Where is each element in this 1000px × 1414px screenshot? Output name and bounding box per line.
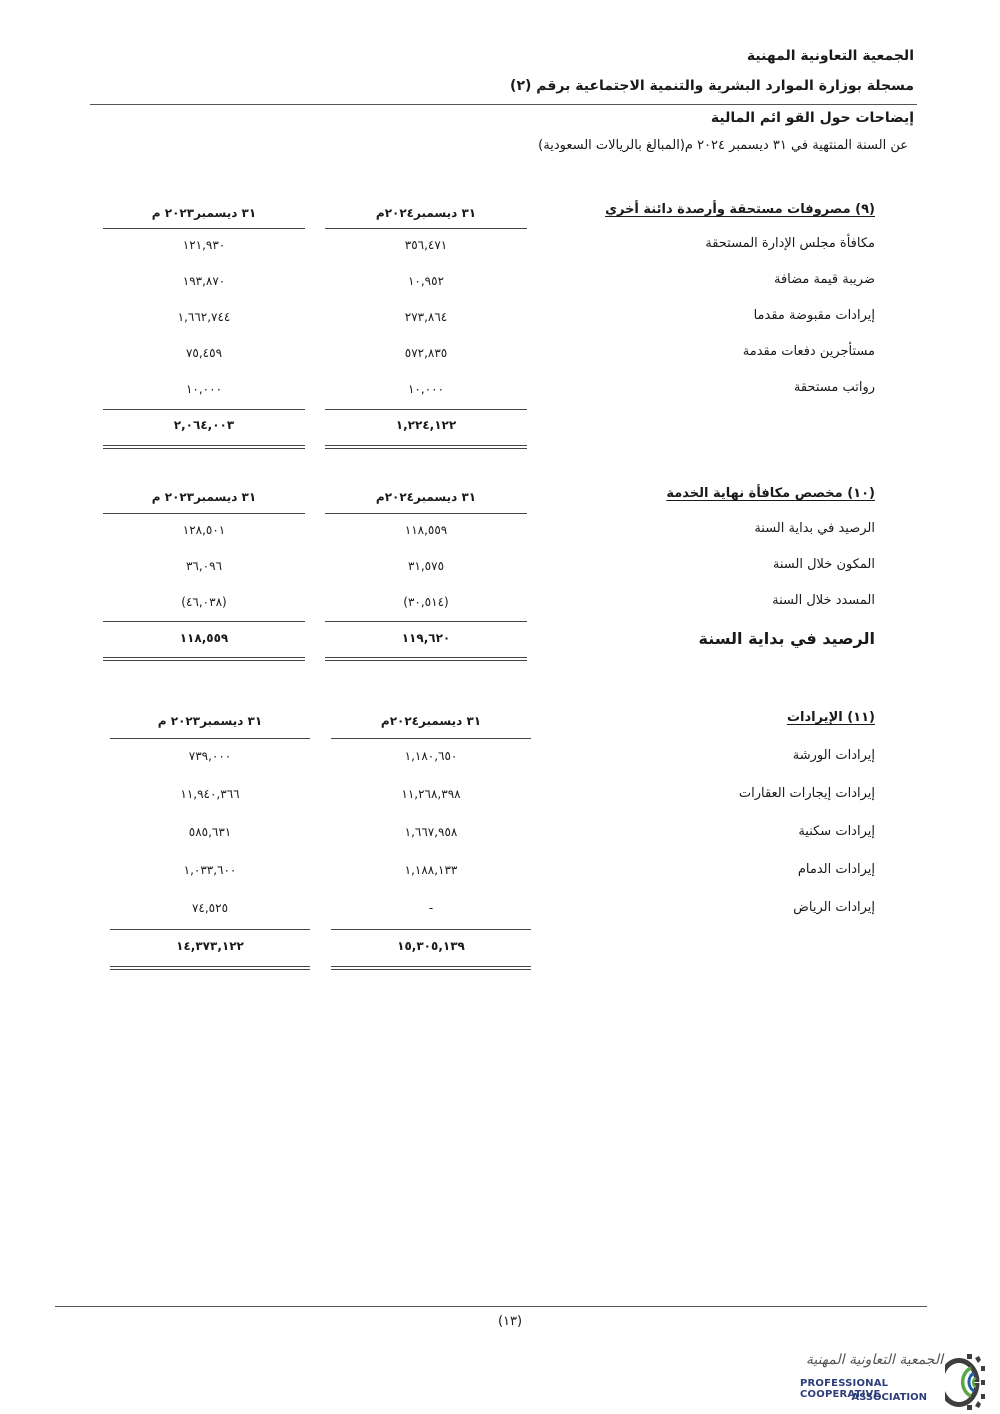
note11-row-value-2024: ١١,٢٦٨,٣٩٨ (401, 787, 461, 801)
note11-row-label: إيرادات إيجارات العقارات (738, 786, 875, 801)
note10-row-value-2024: ١١٨,٥٥٩ (404, 523, 448, 537)
note11-row-value-2024: ١,١٨٠,٦٥٠ (404, 749, 458, 763)
association-logo (800, 1352, 985, 1412)
note11-row-value-2023: ١١,٩٤٠,٣٦٦ (180, 787, 240, 801)
note11-col-2024: ٣١ ديسمبر٢٠٢٤م (380, 714, 482, 728)
note10-row-value-2024: ٣١,٥٧٥ (407, 559, 445, 573)
note10-col-2024-rule (325, 513, 527, 514)
note9-row-value-2024: ٣٥٦,٤٧١ (404, 238, 448, 252)
note10-col-2024: ٣١ ديسمبر٢٠٢٤م (375, 490, 477, 504)
note10-col-2023-rule (103, 513, 305, 514)
note10-col-2023: ٣١ ديسمبر٢٠٢٣ م (151, 490, 257, 504)
note9-col-2023-rule (103, 228, 305, 229)
note10-row-label: الرصيد في بداية السنة (754, 521, 875, 536)
note11-row-value-2023: ٥٨٥,٦٣١ (188, 825, 232, 839)
page-number: (١٣) (497, 1314, 523, 1329)
note9-subtotal-rule (103, 409, 305, 410)
note9-total-2024: ١,٢٢٤,١٢٢ (395, 418, 457, 432)
note11-row-label: إيرادات سكنية (798, 824, 875, 839)
note9-row-value-2024: ١٠,٠٠٠ (407, 382, 445, 396)
note11-title: (١١) الإيرادات (786, 710, 875, 725)
note10-row-value-2023: ٣٦,٠٩٦ (185, 559, 223, 573)
note11-col-2023: ٣١ ديسمبر٢٠٢٣ م (157, 714, 263, 728)
logo-arabic-text: الجمعية التعاونية المهنية (805, 1352, 943, 1368)
note10-row-label: المكون خلال السنة (772, 557, 875, 572)
note9-row-value-2023: ١٠,٠٠٠ (185, 382, 223, 396)
note10-row-value-2023: ١٢٨,٥٠١ (182, 523, 226, 537)
note11-total-double-rule (331, 966, 531, 970)
note11-total-double-rule (110, 966, 310, 970)
note11-col-2024-rule (331, 738, 531, 739)
note11-total-2023: ١٤,٣٧٣,١٢٢ (176, 939, 244, 953)
period-subtitle: عن السنة المنتهية في ٣١ ديسمبر ٢٠٢٤ م(المبالغ بالريالات السعودية) (538, 138, 908, 153)
note11-row-label: إيرادات الورشة (792, 748, 875, 763)
note11-row-value-2024: ١,٦٦٧,٩٥٨ (404, 825, 458, 839)
note11-col-2023-rule (110, 738, 310, 739)
note9-row-label: ضريبة قيمة مضافة (774, 272, 875, 287)
note9-row-label: إيرادات مقبوضة مقدما (753, 308, 875, 323)
note11-row-value-2024: - (428, 901, 434, 915)
note10-total-2024: ١١٩,٦٢٠ (401, 631, 451, 645)
note11-row-value-2023: ٧٤,٥٢٥ (191, 901, 229, 915)
note10-total-double-rule (103, 657, 305, 661)
note9-col-2024: ٣١ ديسمبر٢٠٢٤م (375, 206, 477, 220)
note9-total-double-rule (325, 445, 527, 449)
note9-row-value-2023: ١,٦٦٢,٧٤٤ (177, 310, 231, 324)
note10-total-label: الرصيد في بداية السنة (698, 629, 875, 648)
organization-name: الجمعية التعاونية المهنية (746, 48, 914, 64)
note9-row-label: مكافأة مجلس الإدارة المستحقة (705, 236, 875, 251)
note9-col-2024-rule (325, 228, 527, 229)
note9-total-2023: ٢,٠٦٤,٠٠٣ (173, 418, 235, 432)
note9-col-2023: ٣١ ديسمبر٢٠٢٣ م (151, 206, 257, 220)
logo-english-line1: PROFESSIONAL COOPERATIVE (800, 1378, 889, 1400)
note11-row-value-2024: ١,١٨٨,١٣٣ (404, 863, 458, 877)
note10-total-double-rule (325, 657, 527, 661)
note9-row-value-2024: ٢٧٣,٨٦٤ (404, 310, 448, 324)
note11-row-label: إيرادات الدمام (797, 862, 875, 877)
note9-row-value-2023: ٧٥,٤٥٩ (185, 346, 223, 360)
note9-row-value-2024: ٥٧٢,٨٣٥ (404, 346, 448, 360)
note10-total-2023: ١١٨,٥٥٩ (179, 631, 229, 645)
note11-row-value-2023: ١,٠٣٣,٦٠٠ (183, 863, 237, 877)
note10-subtotal-rule (103, 621, 305, 622)
note10-row-value-2024: (٣٠,٥١٤) (403, 595, 449, 609)
note10-subtotal-rule (325, 621, 527, 622)
note9-row-label: مستأجرين دفعات مقدمة (742, 344, 875, 359)
logo-english-line2: ASSOCIATION (851, 1392, 927, 1403)
notes-title: إيضاحات حول القو ائم المالية (710, 110, 914, 126)
note9-total-double-rule (103, 445, 305, 449)
gear-logo-icon (945, 1354, 985, 1410)
note9-row-label: رواتب مستحقة (793, 380, 875, 395)
note9-row-value-2024: ١٠,٩٥٢ (407, 274, 445, 288)
note9-row-value-2023: ١٢١,٩٣٠ (182, 238, 226, 252)
note10-title: (١٠) مخصص مكافأة نهاية الخدمة (666, 486, 875, 501)
note10-row-value-2023: (٤٦,٠٣٨) (181, 595, 227, 609)
registration-line: مسجلة بوزارة الموارد البشرية والتنمية الاجتماعية برقم (٢) (510, 78, 914, 94)
note11-subtotal-rule (110, 929, 310, 930)
note9-title: (٩) مصروفات مستحقة وأرصدة دائنة أخري (605, 202, 875, 217)
footer-divider (55, 1306, 927, 1307)
note11-row-value-2023: ٧٣٩,٠٠٠ (188, 749, 232, 763)
note11-total-2024: ١٥,٣٠٥,١٣٩ (397, 939, 465, 953)
note10-row-label: المسدد خلال السنة (772, 593, 875, 608)
note11-subtotal-rule (331, 929, 531, 930)
note9-subtotal-rule (325, 409, 527, 410)
header-divider (90, 104, 917, 105)
note11-row-label: إيرادات الرياض (793, 900, 875, 915)
note9-row-value-2023: ١٩٣,٨٧٠ (182, 274, 226, 288)
